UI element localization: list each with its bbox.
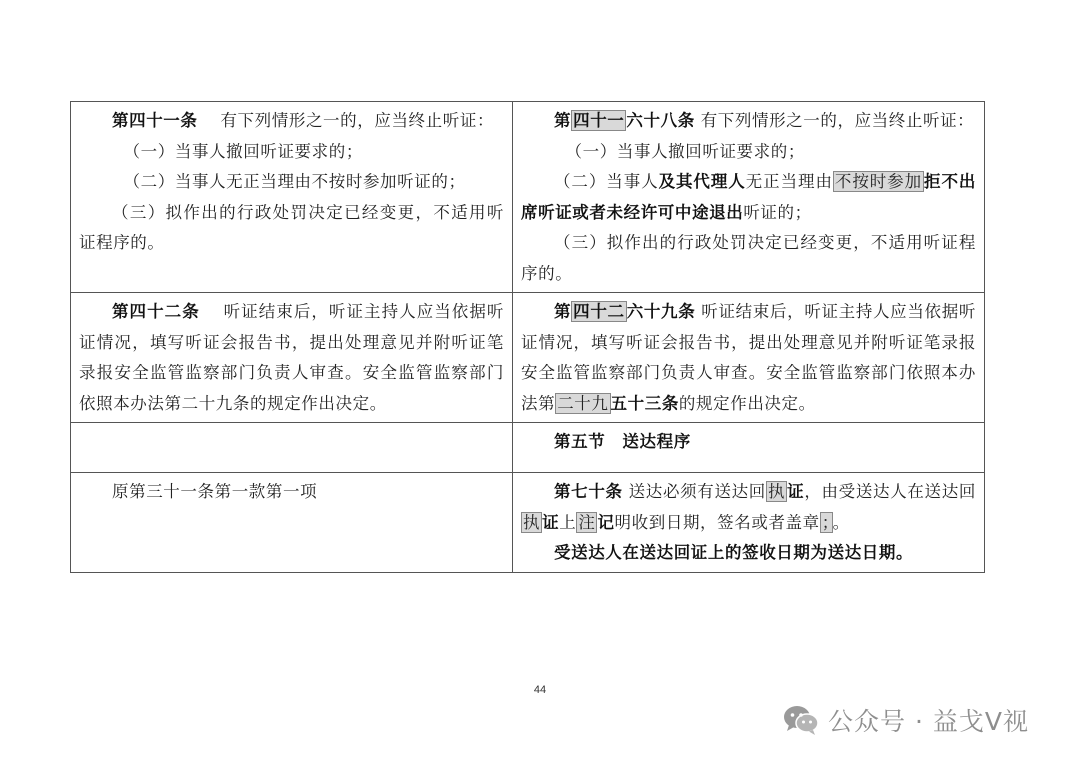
section-heading: 第五节 送达程序 xyxy=(513,423,985,473)
deleted-text: 执 xyxy=(767,482,786,501)
table-row xyxy=(71,293,985,423)
watermark-text: 公众号 · 益戈V视 xyxy=(828,707,1029,736)
new-article-68: 第 四十一 六十八条 有下列情形之一的，应当终止听证： （一）当事人撤回听证要求的； （二）当事人及其代理人无正当理由 不按时参加 拒不出席听证或者未经许可中途退出听证的； （三）拟作出的行政处罚决定已经变更，不适用听证程序的。 xyxy=(513,102,985,293)
deleted-text: 四十一 xyxy=(573,111,625,130)
table-row xyxy=(71,423,985,473)
table-row xyxy=(71,102,985,293)
deleted-text: ； xyxy=(821,512,831,532)
new-article-69: 第 四十二 六十九条 听证结束后，听证主持人应当依据听证情况，填写听证会报告书，提出处理意见并附听证笔录报安全监管监察部门负责人审查。安全监管监察部门依照本办法第 二十九 五十三条的规定作出决定。 xyxy=(513,293,985,423)
wechat-icon xyxy=(782,704,820,736)
deleted-text: 二十九 xyxy=(557,393,609,413)
old-article-42: 第四十二条 听证结束后，听证主持人应当依据听证情况，填写听证会报告书，提出处理意见并附听证笔录报安全监管监察部门负责人审查。安全监管监察部门依照本办法第二十九条的规定作出决定。 xyxy=(71,293,513,423)
table-row xyxy=(71,473,985,573)
old-article-41: 第四十一条 有下列情形之一的，应当终止听证： （一）当事人撤回听证要求的； （二）当事人无正当理由不按时参加听证的； （三）拟作出的行政处罚决定已经变更，不适用听证程序的。 xyxy=(71,102,513,293)
deleted-text: 注 xyxy=(578,512,596,532)
deleted-text: 执 xyxy=(523,512,541,532)
watermark xyxy=(782,700,1029,740)
new-article-70: 第七十条 送达必须有送达回 执 证，由受送达人在送达回执 证上 注 记明收到日期，签名或者盖章 ； 。 受送达人在送达回证上的签收日期为送达日期。 xyxy=(513,473,985,573)
old-reference: 原第三十一条第一款第一项 xyxy=(71,473,513,573)
comparison-table xyxy=(70,101,985,573)
deleted-text: 四十二 xyxy=(573,302,625,321)
empty-cell xyxy=(71,423,513,473)
deleted-text: 不按时参加 xyxy=(834,172,923,191)
page-number: 44 xyxy=(533,684,547,696)
